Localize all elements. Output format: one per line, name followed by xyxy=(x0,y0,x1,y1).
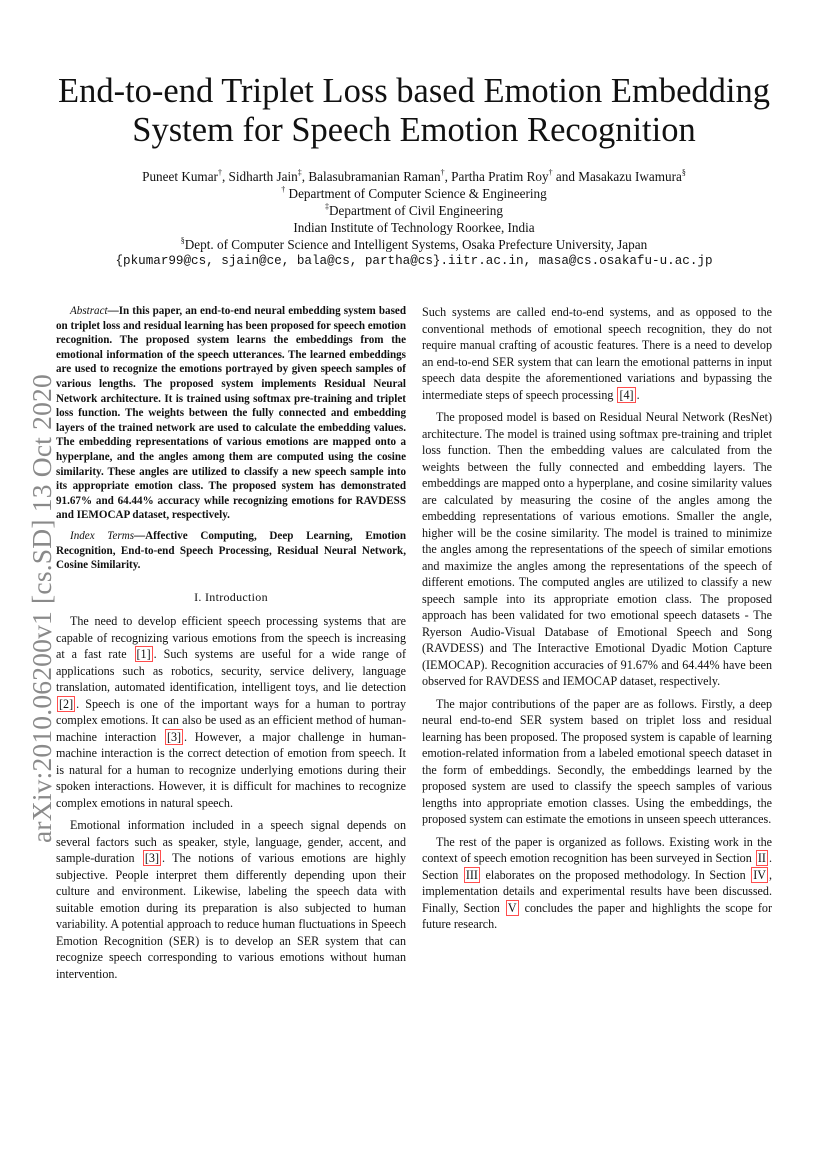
citation-link[interactable]: [3] xyxy=(166,729,182,744)
right-column xyxy=(422,304,772,933)
abstract xyxy=(56,304,406,573)
citation-link[interactable]: [4] xyxy=(619,387,634,402)
index-terms: Index Terms—Affective Computing, Deep Learning, Emotion Recognition, End-to-end Speech Processing, Residual Neural Network, Cosine Similarity. xyxy=(56,529,406,572)
intro-paragraph-1: The need to develop efficient speech processing systems that are capable of recognizing various emotions from the speech is increasing at a fast rate [1] . Such systems are useful for a wide range of applications such as robotics, security, service delivery, language translation, automated identification, intelligent toys, and lie detection [2] . Speech is one of the important ways for a human to portray complex emotions. It can also be used as an efficient method of human-machine interaction [3] . However, a major challenge in human-machine interaction is the correct detection of emotion from speech. It is natural for a human to recognize underlying emotions during their spoken interactions. However, it is difficult for machines to recognize complex emotions in natural speech. xyxy=(56,614,406,810)
author-list: Puneet Kumar†, Sidharth Jain‡, Balasubramanian Raman†, Partha Pratim Roy† and Masakazu Iwamura§ xyxy=(142,168,686,184)
right-paragraph-4: The rest of the paper is organized as follows. Existing work in the context of speech emotion recognition has been surveyed in Section II . Section III elaborates on the proposed methodology. In Section IV , implementation details and experimental results have been discussed. Finally, Section V concludes the paper and highlights the scope for future research. xyxy=(422,834,772,931)
affiliation-2: ‡Department of Civil Engineering xyxy=(325,202,503,218)
affiliation-4: §Dept. of Computer Science and Intelligent Systems, Osaka Prefecture University, Japan xyxy=(180,236,648,252)
author-block xyxy=(60,168,768,270)
section-link[interactable]: IV xyxy=(753,867,766,882)
section-link[interactable]: V xyxy=(507,900,517,915)
affiliation-3: Indian Institute of Technology Roorkee, India xyxy=(293,220,535,235)
section-link[interactable]: III xyxy=(465,867,478,882)
paper-title xyxy=(40,72,788,150)
citation-link[interactable]: [3] xyxy=(144,851,159,866)
intro-paragraph-2: Emotional information included in a speech signal depends on several factors such as speaker, style, language, gender, accent, and sample-duration [3] . The notions of various emotions are highly subjective. People interpret them differently depending upon their culture and environment. Likewise, labeling the speech data with suitable emotion during its preparation is also subjected to human variability. A potential approach to reduce human fluctuations in Speech Emotion Recognition (SER) is to develop an SER system that can recognize speech corresponding to various emotions without human intervention. xyxy=(56,818,407,981)
section-heading-introduction: I. Introduction xyxy=(194,589,268,604)
left-column xyxy=(56,304,406,982)
title-line-2: System for Speech Emotion Recognition xyxy=(132,111,696,149)
title-line-1: End-to-end Triplet Loss based Emotion Embedding xyxy=(58,72,770,110)
citation-link[interactable]: [1] xyxy=(136,647,151,662)
section-link[interactable]: II xyxy=(757,851,766,865)
affiliation-1: † Department of Computer Science & Engineering xyxy=(281,185,547,201)
arxiv-stamp: arXiv:2010.06200v1 [cs.SD] 13 Oct 2020 xyxy=(26,374,57,843)
citation-link[interactable]: [2] xyxy=(59,696,74,711)
right-paragraph-2: The proposed model is based on Residual Neural Network (ResNet) architecture. The model is trained using softmax pre-training and triplet loss function. Then the embedding values are calculated from the weights between the fully connected and embedding layers. The embeddings are mapped onto a hyperplane, and cosine similarity values are calculated by measuring the cosine of the angles among the embedding representations of various emotions. Smaller the angle, higher will be the cosine similarity. The model is trained to minimize the angles among the representations of the speech of similar emotions and maximize the angles among the representations of the speech of different emotions. The computed angles are utilized to classify a new speech sample into its appropriate emotion class. The proposed approach has been validated for two emotional speech datasets - The Ryerson Audio-Visual Database of Emotional Speech and Song (RAVDESS) and The Interactive Emotional Dyadic Motion Capture (IEMOCAP). Recognition accuracies of 91.67% and 64.44% have been observed for RAVDESS and IEMOCAP dataset, respectively. xyxy=(422,410,772,688)
right-paragraph-1: Such systems are called end-to-end systems, and as opposed to the conventional methods of emotional speech recognition, they do not require manual crafting of acoustic features. There is a need to develop an end-to-end SER system that can learn the emotional patterns in input speech data despite the aforementioned variations and bypassing the intermediate steps of speech processing [4] . xyxy=(422,305,772,402)
right-paragraph-3: The major contributions of the paper are as follows. Firstly, a deep neural end-to-end SER system based on triplet loss and residual learning has been proposed. The proposed system is capable of learning emotion-related information from a labeled emotional speech dataset in the form of embeddings. Secondly, the embeddings learned by the proposed system are used to classify the speech samples of various lengths into appropriate emotion classes. Using the embeddings, the proposed system can estimate the emotions in unseen speech utterances. xyxy=(422,696,772,826)
author-emails: {pkumar99@cs, sjain@ce, bala@cs, partha@cs}.iitr.ac.in, masa@cs.osakafu-u.ac.jp xyxy=(115,254,713,268)
abstract-text: Abstract—In this paper, an end-to-end neural embedding system based on triplet loss and residual learning has been proposed for speech emotion recognition. The proposed system learns the embeddings from the emotional information of the speech utterances. The learned embeddings are used to recognize the emotions portrayed by given speech samples of various lengths. The proposed system implements Residual Neural Network architecture. It is trained using softmax pre-training and triplet loss function. The weights between the fully connected and embedding layers of the trained network are used to calculate the embedding values. The embedding representations of various emotions are mapped onto a hyperplane, and the angles among them are computed using the cosine similarity. These angles are utilized to classify a new speech sample into its appropriate emotion class. The proposed system has demonstrated 91.67% and 64.44% accuracy while recognizing emotions for RAVDESS and IEMOCAP dataset, respectively. xyxy=(56,305,406,522)
